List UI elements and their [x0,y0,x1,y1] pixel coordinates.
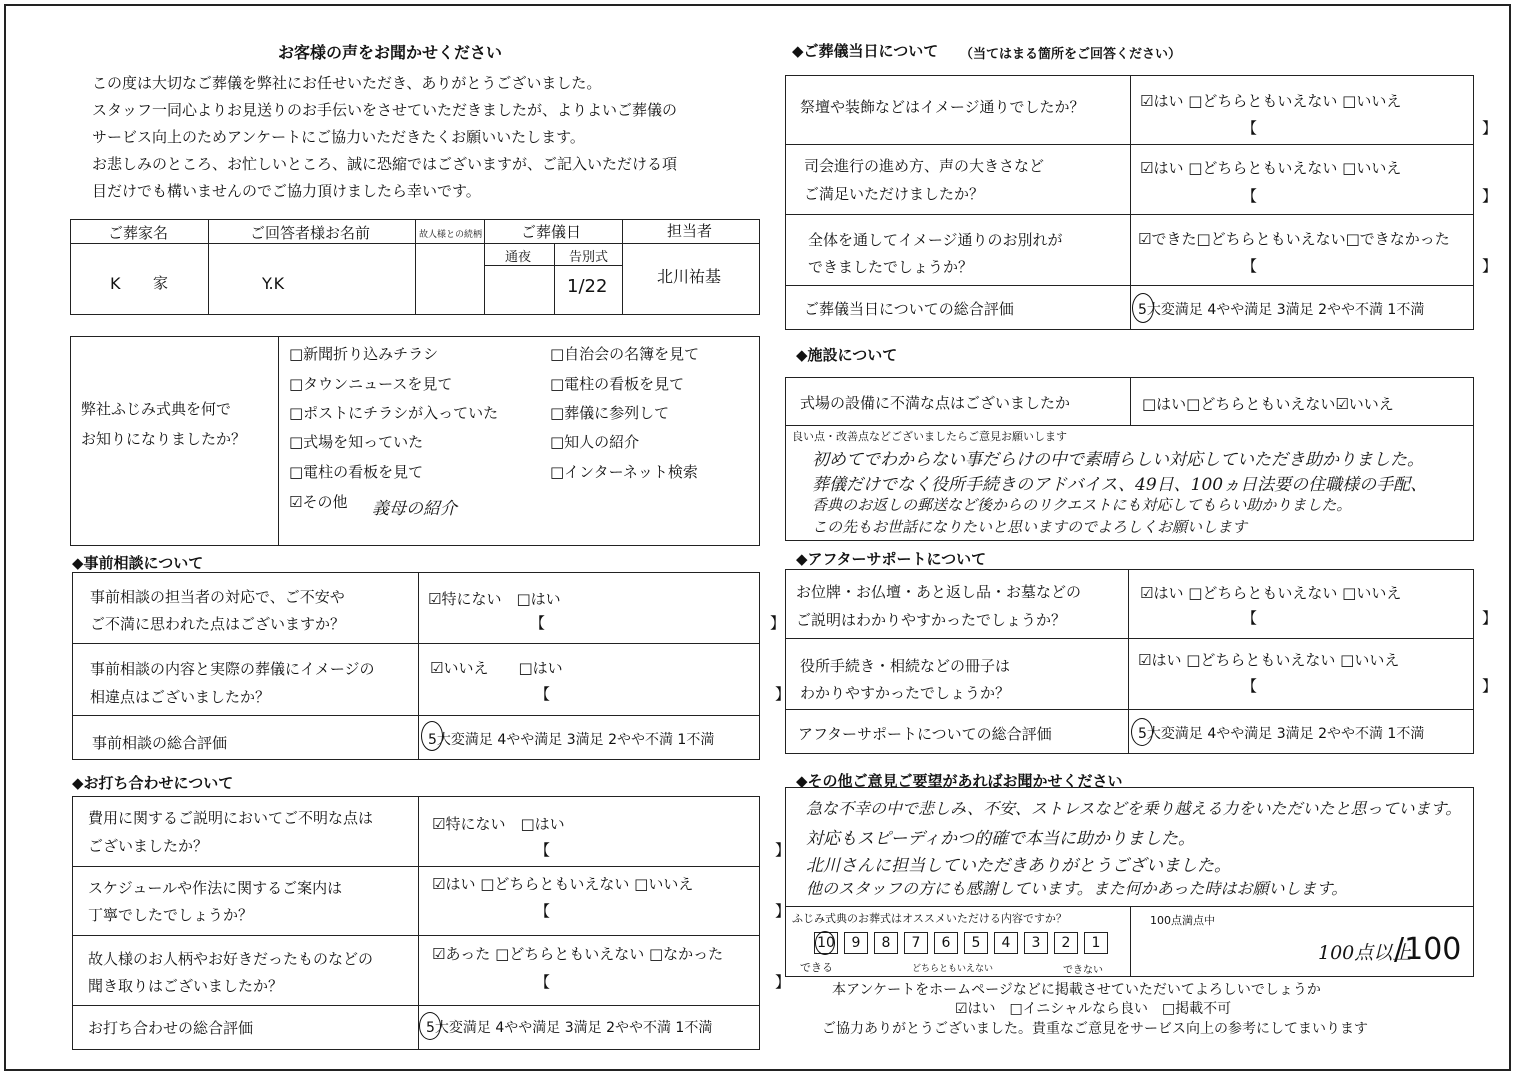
pre-consult-a2[interactable]: ☑いいえ □はい [430,659,563,677]
funeral-day-rating[interactable]: 5大変満足 4やや満足 3満足 2やや不満 1不満 [1138,302,1425,318]
header-date: ご葬儀日 [521,223,582,241]
rating-selected-circle [421,721,443,751]
header-family: ご葬家名 [108,224,169,242]
after-support-q1-line2: ご説明はわかりやすかったでしょうか？ [796,611,1067,629]
pre-consult-q3: 事前相談の総合評価 [92,734,228,752]
facility-heading: ◆施設について [796,346,898,364]
header-funeral: 告別式 [569,250,609,265]
source-option[interactable]: □タウンニュースを見て [289,375,453,393]
after-support-q2-line2: わかりやすかったでしょうか？ [800,684,1011,702]
header-relation: 故人様との続柄 [419,230,483,240]
source-option[interactable]: □自治会の名簿を見て [550,345,700,363]
meeting-q1-line2: ございましたか？ [88,837,209,855]
meeting-q4: お打ち合わせの総合評価 [88,1019,254,1037]
meeting-heading: ◆お打ち合わせについて [72,774,234,792]
meeting-a1-bracket: 【 】 [535,841,791,859]
funeral-day-a2-bracket: 【 】 [1242,187,1498,205]
source-option[interactable]: □ポストにチラシが入っていた [289,404,499,422]
facility-comment-label: 良い点・改善点などございましたらご意見お願いします [792,430,1067,443]
rating-selected-circle [419,1012,441,1040]
intro-line-2: スタッフ一同心よりお見送りのお手伝いをさせていただきましたが、よりよいご葬儀の [92,101,678,119]
pre-consult-a1[interactable]: ☑特にない □はい [428,590,561,608]
rating-selected-circle [1132,293,1154,323]
value-family-initial: K [110,274,121,293]
pre-consult-rating[interactable]: 5大変満足 4やや満足 3満足 2やや不満 1不満 [428,732,715,748]
scale-box-3[interactable]: 3 [1024,932,1048,954]
after-support-q1-line1: お位牌・お仏壇・あと返し品・お墓などの [796,583,1082,601]
publish-question: 本アンケートをホームページなどに掲載させていただいてよろしいでしょうか [832,982,1321,998]
other-comment-line: 他のスタッフの方にも感謝しています。また何かあった時はお願いします。 [806,879,1348,898]
after-support-q3: アフターサポートについての総合評価 [798,725,1052,743]
publish-thanks: ご協力ありがとうございました。貴重なご意見をサービス向上の参考にしてまいります [822,1021,1368,1037]
scale-label-mid: どちらともいえない [912,964,994,974]
meeting-rating[interactable]: 5大変満足 4やや満足 3満足 2やや不満 1不満 [426,1020,713,1036]
source-question-1: 弊社ふじみ式典を何で [81,400,232,418]
scale-box-2[interactable]: 2 [1054,932,1078,954]
source-other-note: 義母の紹介 [372,499,457,519]
scale-box-4[interactable]: 4 [994,932,1018,954]
funeral-day-q2-line2: ご満足いただけましたか？ [804,185,985,203]
value-funeral-date: 1/22 [567,276,608,297]
pre-consult-q1-line2: ご不満に思われた点はございますか？ [90,615,346,633]
value-staff: 北川祐基 [657,267,722,286]
page-title: お客様の声をお聞かせください [278,43,503,62]
pre-consult-q1-line1: 事前相談の担当者の対応で、ご不安や [90,588,345,606]
meeting-a2-bracket: 【 】 [535,902,791,920]
after-support-a2-bracket: 【 】 [1242,677,1498,695]
after-support-heading: ◆アフターサポートについて [796,550,987,568]
publish-options[interactable]: ☑はい □イニシャルなら良い □掲載不可 [955,1001,1232,1017]
scale-box-9[interactable]: 9 [844,932,868,954]
scale-box-8[interactable]: 8 [874,932,898,954]
pre-consult-q2-line1: 事前相談の内容と実際の葬儀にイメージの [90,660,375,678]
source-option[interactable]: □インターネット検索 [550,463,698,481]
scale-selected-circle [815,931,835,955]
recommend-scale [814,932,1108,954]
facility-comment-line: 葬儀だけでなく役所手続きのアドバイス、49日、100ヵ日法要の住職様の手配、 [812,475,1428,495]
value-respondent: Y.K [262,274,285,293]
score-label: 100点満点中 [1150,914,1215,927]
funeral-day-q3-line1: 全体を通してイメージ通りのお別れが [808,231,1063,249]
funeral-day-a3-bracket: 【 】 [1242,257,1498,275]
source-option-other[interactable]: ☑その他 [289,493,348,511]
source-option[interactable]: □新聞折り込みチラシ [289,345,439,363]
scale-box-7[interactable]: 7 [904,932,928,954]
intro-line-1: この度は大切なご葬儀を弊社にお任せいただき、ありがとうございました。 [92,74,602,92]
source-option[interactable]: □式場を知っていた [289,433,424,451]
score-max: /100 [1394,932,1462,967]
score-handwritten: 100点以上 [1318,942,1412,964]
funeral-day-a1[interactable]: ☑はい □どちらともいえない □いいえ [1140,92,1402,110]
funeral-day-a3[interactable]: ☑できた□どちらともいえない□できなかった [1138,230,1450,248]
pre-consult-a1-bracket: 【 】 [530,614,786,632]
funeral-day-q1: 祭壇や装飾などはイメージ通りでしたか？ [800,98,1085,116]
intro-line-4: お悲しみのところ、お忙しいところ、誠に恐縮ではございますが、ご記入いただける項 [92,155,678,173]
after-support-q2-line1: 役所手続き・相続などの冊子は [800,657,1011,675]
recommend-question: ふじみ式典のお葬式はオススメいただける内容ですか？ [792,912,1067,925]
meeting-q3-line2: 聞き取りはございましたか？ [88,977,284,995]
meeting-q2-line1: スケジュールや作法に関するご案内は [88,879,343,897]
other-heading: ◆その他ご意見ご要望があればお聞かせください [796,772,1123,790]
source-option[interactable]: □知人の紹介 [550,433,640,451]
after-support-a1-bracket: 【 】 [1242,609,1498,627]
facility-comment-line: 初めてでわからない事だらけの中で素晴らしい対応していただき助かりました。 [812,450,1424,470]
scale-box-6[interactable]: 6 [934,932,958,954]
facility-comment-line: 香典のお返しの郵送など後からのリクエストにも対応してもらい助かりました。 [812,496,1352,514]
after-support-rating[interactable]: 5大変満足 4やや満足 3満足 2やや不満 1不満 [1138,726,1425,742]
rating-selected-circle [1131,718,1153,746]
other-comment-line: 北川さんに担当していただきありがとうございました。 [806,856,1231,876]
funeral-day-q4: ご葬儀当日についての総合評価 [804,300,1014,318]
meeting-q3-line1: 故人様のお人柄やお好きだったものなどの [88,950,374,968]
header-wake: 通夜 [505,250,532,265]
scale-box-1[interactable]: 1 [1084,932,1108,954]
funeral-day-heading: ◆ご葬儀当日について [792,42,939,60]
funeral-day-q2-line1: 司会進行の進め方、声の大きさなど [804,157,1045,175]
scale-label-right: できない [1063,965,1103,976]
after-support-a2[interactable]: ☑はい □どちらともいえない □いいえ [1138,651,1400,669]
pre-consult-heading: ◆事前相談について [72,554,204,572]
scale-box-10[interactable]: 10 [814,932,838,954]
header-respondent: ご回答者様お名前 [250,224,371,242]
intro-line-3: サービス向上のためアンケートにご協力いただきたくお願いいたします。 [92,128,585,146]
facility-a1[interactable]: □はい□どちらともいえない☑いいえ [1142,395,1394,413]
facility-q1: 式場の設備に不満な点はございましたか [800,394,1071,412]
value-family-suffix: 家 [153,274,169,292]
other-comment-line: 対応もスピーディかつ的確で本当に助かりました。 [806,829,1195,849]
meeting-a2[interactable]: ☑はい □どちらともいえない □いいえ [432,875,694,893]
meeting-a1[interactable]: ☑特にない □はい [432,815,565,833]
header-staff: 担当者 [667,222,713,240]
intro-line-5: 目だけでも構いませんのでご協力頂けましたら幸いです。 [92,182,481,200]
source-option[interactable]: □電柱の看板を見て [289,463,424,481]
after-support-a1[interactable]: ☑はい □どちらともいえない □いいえ [1140,584,1402,602]
scale-box-5[interactable]: 5 [964,932,988,954]
pre-consult-q2-line2: 相違点はございましたか？ [90,688,271,706]
meeting-a3-bracket: 【 】 [535,973,791,991]
funeral-day-a1-bracket: 【 】 [1242,119,1498,137]
meeting-q2-line2: 丁寧でしたでしょうか？ [88,906,254,924]
meeting-a3[interactable]: ☑あった □どちらともいえない □なかった [432,945,724,963]
funeral-day-a2[interactable]: ☑はい □どちらともいえない □いいえ [1140,159,1402,177]
other-comment-line: 急な不幸の中で悲しみ、不安、ストレスなどを乗り越える力をいただいたと思っています。 [806,799,1462,818]
funeral-day-q3-line2: できましたでしょうか？ [808,258,974,276]
facility-comment-line: この先もお世話になりたいと思いますのでよろしくお願いします [812,518,1248,536]
source-option[interactable]: □電柱の看板を見て [550,375,685,393]
source-option[interactable]: □葬儀に参列して [550,404,670,422]
funeral-day-heading-note: （当てはまる箇所をご回答ください） [960,47,1182,62]
source-question-2: お知りになりましたか？ [81,430,247,448]
pre-consult-a2-bracket: 【 】 [535,685,791,703]
meeting-q1-line1: 費用に関するご説明においてご不明な点は [88,809,374,827]
scale-label-left: できる [800,961,833,974]
